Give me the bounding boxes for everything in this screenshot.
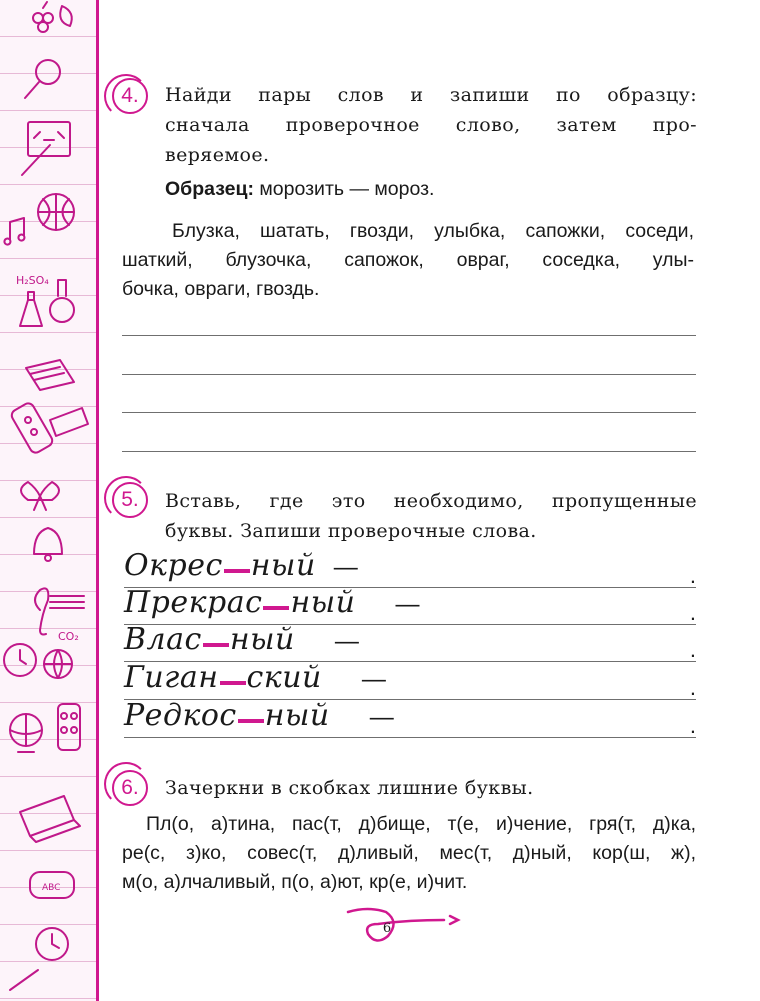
- bell-icon: [34, 528, 62, 561]
- music-staff-icon: [50, 596, 84, 608]
- magnifier-icon: [25, 60, 60, 98]
- bow-icon: [21, 482, 59, 510]
- treble-clef-icon: [35, 588, 48, 634]
- task5-instruction-line1: Вставь, где это необходимо, пропущенные: [165, 490, 697, 512]
- chalkboard-icon: [28, 122, 70, 156]
- task4-words-line1: Блузка, шатать, гвозди, улыбка, сапожки, соседи,: [172, 220, 694, 242]
- missing-letter-gap[interactable]: [203, 643, 229, 647]
- missing-letter-gap[interactable]: [224, 569, 250, 573]
- handwriting-row[interactable]: [124, 660, 696, 700]
- book-icon: [26, 360, 74, 390]
- ruler-icon: [50, 408, 88, 436]
- missing-letter-gap[interactable]: [263, 606, 289, 610]
- music-note-icon: [4, 218, 24, 245]
- svg-text:ABC: ABC: [42, 883, 61, 893]
- globe-stand-icon: [10, 714, 42, 752]
- pencil-icon: [22, 145, 50, 175]
- writing-line[interactable]: [122, 374, 696, 375]
- example-label: Образец:: [165, 178, 254, 200]
- pill-pack-icon-2: [58, 704, 80, 750]
- grapes-icon: [33, 2, 53, 32]
- school-doodles-illustration: [0, 0, 96, 1001]
- svg-text:H₂SO₄: H₂SO₄: [16, 274, 49, 287]
- handwritten-word: Редкос ный —: [124, 698, 395, 733]
- handwritten-word: Гиган ский —: [124, 660, 387, 695]
- task4-instruction-line2: сначала проверочное слово, затем про-: [165, 114, 697, 136]
- end-dot: .: [689, 713, 696, 738]
- end-dot: .: [689, 563, 696, 588]
- handwriting-row[interactable]: [124, 585, 696, 625]
- handwriting-row[interactable]: [124, 698, 696, 738]
- task4-instruction-line3: веряемое.: [165, 144, 270, 166]
- writing-line[interactable]: [122, 451, 696, 452]
- page-number: 6: [382, 921, 392, 936]
- task-number-badge: 6.: [112, 770, 148, 806]
- pill-pack-icon: [10, 401, 55, 455]
- pencil-case-icon: [30, 872, 74, 898]
- missing-letter-gap[interactable]: [220, 681, 246, 685]
- handwriting-row[interactable]: [124, 622, 696, 662]
- task6-instruction: Зачеркни в скобках лишние буквы.: [165, 777, 534, 799]
- margin-line: [96, 0, 99, 1001]
- handwritten-word: Влас ный —: [124, 622, 360, 657]
- example-text: морозить — мороз.: [259, 178, 435, 200]
- handwritten-word: Прекрас ный —: [124, 585, 420, 620]
- task6-words-line1[interactable]: Пл(о, а)тина, пас(т, д)бище, т(е, и)чение, гря(т, д)ка,: [146, 813, 696, 835]
- writing-line[interactable]: [122, 335, 696, 336]
- task4-words-line2: шаткий, блузочка, сапожок, овраг, соседка, улы-: [122, 249, 694, 271]
- end-dot: .: [689, 600, 696, 625]
- task6-words-line3[interactable]: м(о, а)лчаливый, п(о, а)ют, кр(е, и)чит.: [122, 871, 468, 893]
- task4-example: [165, 175, 685, 204]
- handwriting-row[interactable]: [124, 548, 696, 588]
- clock-icon: [36, 928, 68, 960]
- pencil-icon-2: [10, 970, 38, 990]
- handwritten-word: Окрес ный —: [124, 548, 359, 583]
- alarm-clock-icon: [4, 644, 36, 676]
- basketball-icon: [38, 194, 74, 230]
- globe-icon: [44, 650, 72, 678]
- task6-words-line2[interactable]: ре(с, з)ко, совес(т, д)ливый, мес(т, д)ный, кор(ш, ж),: [122, 842, 696, 864]
- svg-text:CO₂: CO₂: [58, 630, 79, 643]
- writing-line[interactable]: [122, 412, 696, 413]
- end-dot: .: [689, 637, 696, 662]
- task-number-badge: 4.: [112, 78, 148, 114]
- task5-instruction-line2: буквы. Запиши проверочные слова.: [165, 520, 537, 542]
- task-number-badge: 5.: [112, 482, 148, 518]
- missing-letter-gap[interactable]: [238, 719, 264, 723]
- task4-words-line3: бочка, овраги, гвоздь.: [122, 278, 320, 300]
- end-dot: .: [689, 675, 696, 700]
- laptop-icon: [20, 796, 80, 842]
- task4-instruction-line1: Найди пары слов и запиши по образцу:: [165, 84, 697, 106]
- leaf-icon: [60, 6, 72, 26]
